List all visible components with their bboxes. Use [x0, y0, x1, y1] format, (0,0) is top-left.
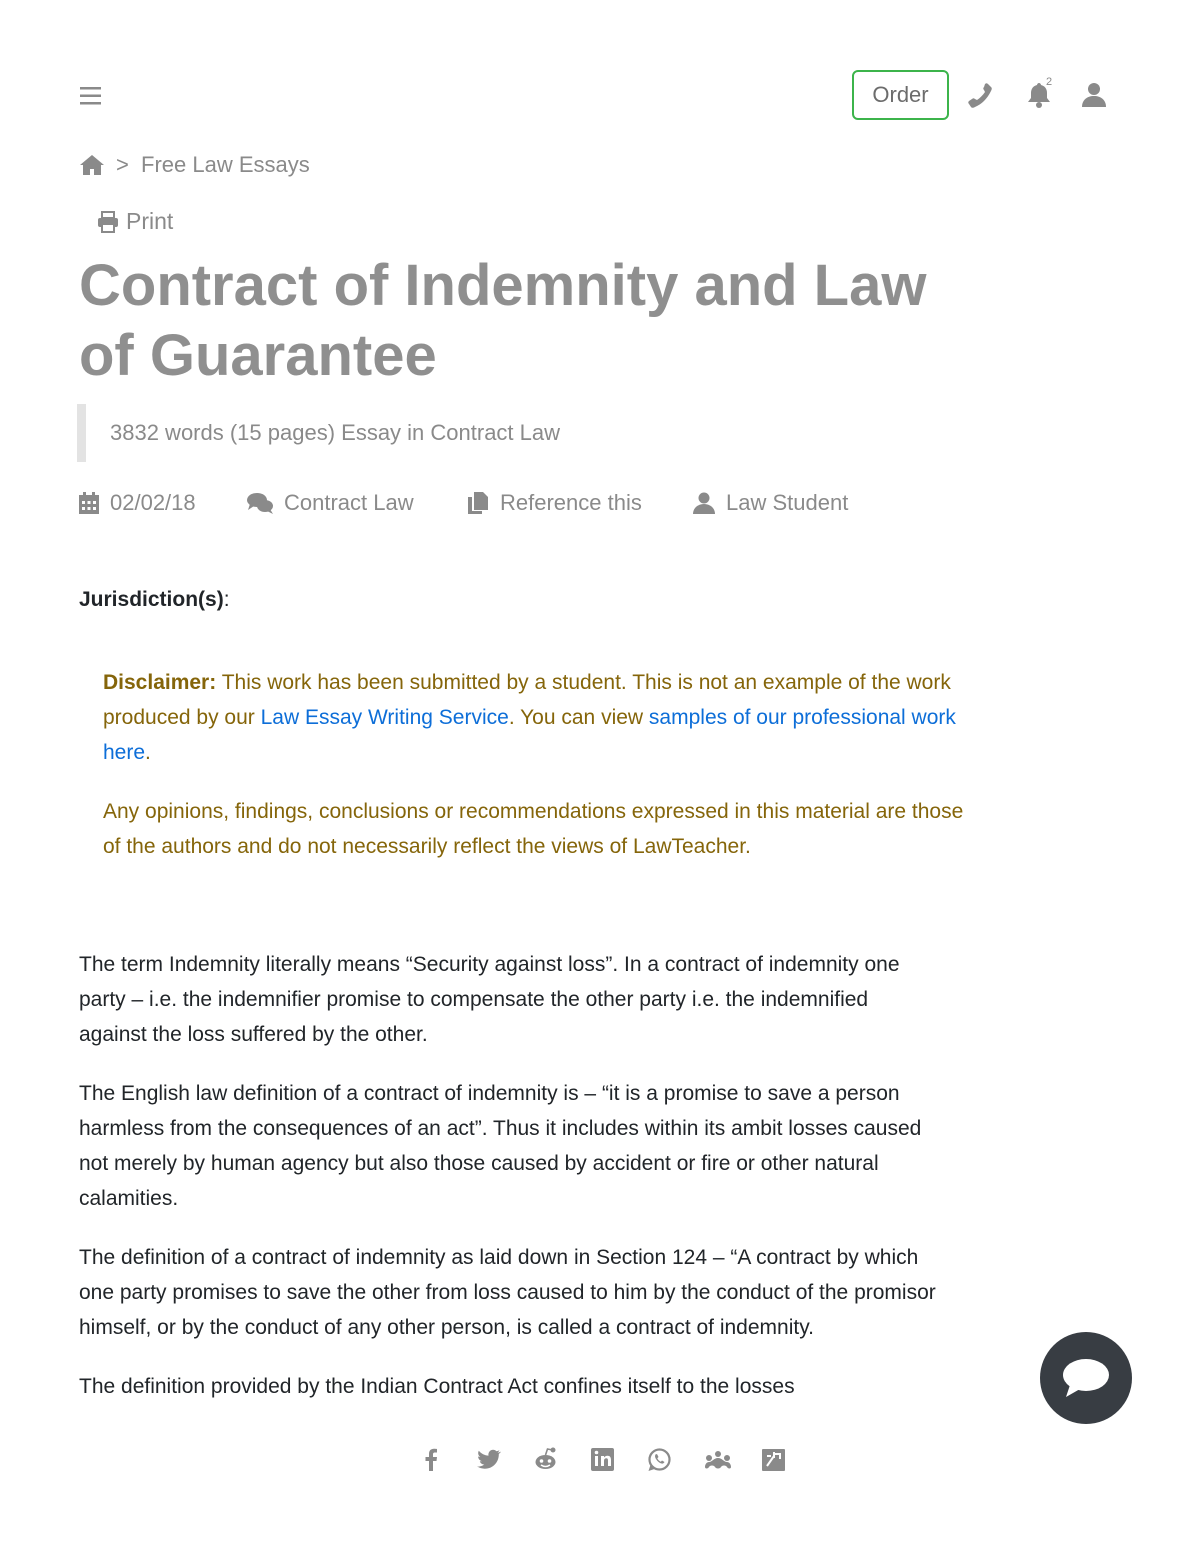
printer-icon [96, 210, 120, 234]
meta-date-text: 02/02/18 [110, 490, 196, 515]
print-label: Print [126, 208, 174, 234]
share-bar [418, 1446, 787, 1473]
facebook-icon[interactable] [418, 1446, 445, 1473]
mendeley-icon[interactable] [703, 1446, 730, 1473]
comments-icon [246, 491, 274, 515]
meta-date [78, 490, 196, 516]
user-icon[interactable] [1080, 81, 1108, 109]
body-paragraph-4: The definition provided by the Indian Contract Act confines itself to the losses [79, 1375, 795, 1398]
meta-author [692, 490, 848, 516]
disclaimer-box [103, 665, 983, 864]
meta-category[interactable] [246, 490, 414, 516]
hamburger-icon[interactable] [78, 84, 104, 108]
researchgate-icon[interactable] [760, 1446, 787, 1473]
law-essay-writing-service-link[interactable]: Law Essay Writing Service [260, 706, 509, 729]
phone-icon[interactable] [966, 81, 994, 109]
home-icon[interactable] [78, 153, 106, 177]
body-paragraph-2: The English law definition of a contract of indemnity is – “it is a promise to save a person harmless from the consequences of an act”. Thus it includes within its ambit losses caused not merely by human agency but also those caused by accident or fire or other natural calamities. [79, 1082, 922, 1210]
disclaimer-text-2: . You can view [508, 706, 649, 729]
disclaimer-opinions: Any opinions, findings, conclusions or recommendations expressed in this material are those of the authors and do not necessarily reflect the views of LawTeacher. [103, 800, 964, 858]
calendar-icon [78, 491, 100, 515]
chat-button[interactable] [1040, 1332, 1132, 1424]
copy-icon [466, 491, 490, 515]
samples-link[interactable]: samples of our professional work here [103, 706, 956, 764]
breadcrumb-separator: > [116, 152, 129, 177]
reference-this-button[interactable] [466, 490, 642, 516]
article-body [79, 947, 939, 1428]
body-paragraph-3: The definition of a contract of indemnity as laid down in Section 124 – “A contract by which one party promises to save the other from loss caused to him by the conduct of the promisor himself, or by the conduct of any other person, is called a contract of indemnity. [79, 1246, 936, 1339]
meta-category-text[interactable]: Contract Law [284, 490, 414, 515]
jurisdiction-label-text: Jurisdiction(s) [79, 588, 224, 611]
word-count-line: 3832 words (15 pages) Essay in Contract Law [110, 420, 561, 445]
disclaimer-text-3: . [145, 741, 151, 764]
linkedin-icon[interactable] [589, 1446, 616, 1473]
user-icon [692, 491, 716, 515]
reddit-icon[interactable] [532, 1446, 559, 1473]
body-paragraph-1: The term Indemnity literally means “Security against loss”. In a contract of indemnity one party – i.e. the indemnifier promise to compensate the other party i.e. the indemnified against the loss suffered by the other. [79, 953, 900, 1046]
disclaimer-text-1: This work has been submitted by a student. This is not an example of the work produced by our [103, 671, 951, 729]
print-button[interactable] [96, 208, 173, 235]
whatsapp-icon[interactable] [646, 1446, 673, 1473]
order-button[interactable]: Order [852, 70, 949, 120]
notification-count: 2 [1046, 76, 1053, 88]
jurisdiction-colon: : [223, 588, 230, 611]
breadcrumb-link[interactable]: Free Law Essays [141, 152, 310, 177]
quote-bar [77, 404, 86, 462]
page-title: Contract of Indemnity and Law of Guarantee [79, 253, 927, 388]
disclaimer-label: Disclaimer: [103, 671, 217, 694]
share-bar-background [0, 1400, 1200, 1553]
jurisdiction-label [79, 588, 230, 612]
meta-author-text: Law Student [726, 490, 849, 515]
disclaimer-paragraph [103, 665, 983, 770]
twitter-icon[interactable] [475, 1446, 502, 1473]
reference-this-text[interactable]: Reference this [500, 490, 642, 515]
chat-bubble-icon [1060, 1356, 1112, 1400]
